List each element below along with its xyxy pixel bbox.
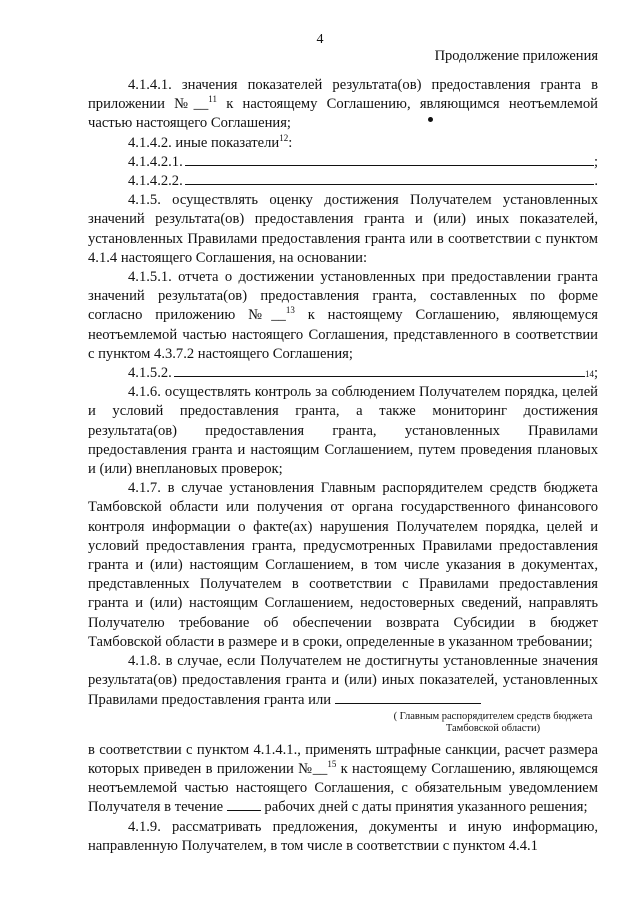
clause-text: к настоящему Соглашению, являющемуся неотъемлемой частью настоящего Соглашения, представленного в соответствии с пунктом 4.3.7.2 настоящего Соглашения; — [88, 307, 599, 362]
clause-4-1-4-2-1 — [88, 153, 598, 172]
clause-label: 4.1.5.2. — [128, 365, 172, 382]
fill-in-line — [174, 364, 585, 377]
clause-text: 4.1.4.1. значения показателей результата(ов) предоставления гранта в приложении №__ — [88, 77, 598, 113]
clause-text: к настоящему Соглашению, являющимся неотъемлемой частью настоящего Соглашения; — [88, 96, 598, 132]
clause-4-1-8-continued — [88, 741, 598, 818]
appendix-header: Продолжение приложения — [434, 48, 598, 64]
fill-in-line — [335, 691, 481, 704]
clause-text: в соответствии с пунктом 4.1.4.1., применять штрафные санкции, расчет размера которых приведен в приложении №__ — [88, 741, 598, 777]
fill-in-line — [185, 172, 595, 185]
clause-text: к настоящему Соглашению, являющемся неотъемлемой частью настоящего Соглашения, с обязательным уведомлением Получателя в течение — [88, 760, 598, 816]
clause-4-1-9: 4.1.9. рассматривать предложения, документы и иную информацию, направленную Получателем, в том числе в соответствии с пунктом 4.4.1 — [88, 818, 598, 854]
clause-label: 4.1.4.2.1. — [128, 153, 183, 170]
fill-in-line — [227, 798, 261, 811]
clause-text: 4.1.4.2. иные показатели — [128, 134, 280, 151]
clause-4-1-7: 4.1.7. в случае установления Главным распорядителем средств бюджета Тамбовской области или получения от органа государственного финансового контроля информации о факте(ах) нарушения Получателем порядка, целей и условий предоставления гранта, предусмотренных Правилами предоставления гранта и (или) настоящим Соглашением, в том числе указания в документах, представленных Получателем в соответствии с Правилами предоставления гранта и (или) настоящим Соглашением, недостоверных сведений, направлять Получателю требование об обеспечении возврата Субсидии в бюджет Тамбовской области в размере и в сроки, определенные в указанном требовании; — [88, 480, 598, 650]
document-body — [88, 76, 598, 856]
clause-label: 4.1.4.2.2. — [128, 173, 183, 190]
clause-text: 4.1.8. в случае, если Получателем не достигнуты установленные значения результата(ов) предоставления гранта и (или) иных показателей, установленных Правилами предоставления гранта или — [88, 653, 598, 708]
clause-text: рабочих дней с даты принятия указанного решения; — [260, 799, 588, 816]
clause-text: : — [288, 134, 293, 151]
clause-4-1-5-2: 4.1.5.2. 14 ; — [88, 364, 598, 383]
clause-4-1-8 — [88, 652, 598, 710]
footnote-ref: 12 — [279, 132, 289, 143]
footnote-ref: 13 — [285, 305, 295, 316]
footnote-ref: 11 — [208, 94, 217, 105]
clause-end: . — [594, 173, 598, 190]
clause-text: 4.1.5.1. отчета о достижении установленных при предоставлении гранта значений результата(ов) предоставления гранта, составленных по форме согласно приложению №__ — [88, 269, 598, 324]
clause-4-1-4-2-2 — [88, 172, 598, 191]
fill-in-line — [185, 153, 594, 166]
clause-end: ; — [593, 365, 598, 382]
clause-4-1-4-1 — [88, 76, 598, 134]
clause-4-1-6: 4.1.6. осуществлять контроль за соблюдением Получателем порядка, целей и условий предоставления гранта, а также мониторинг достижения результата(ов) предоставления гранта, установленных Правилами предоставления гранта и настоящим Соглашением, путем проведения плановых и (или) внеплановых проверок; — [88, 384, 598, 478]
clause-end: ; — [593, 153, 598, 170]
clause-4-1-5-1 — [88, 268, 598, 364]
clause-4-1-5: 4.1.5. осуществлять оценку достижения Получателем установленных значений результата(ов) предоставления гранта и (или) иных показателей, установленных Правилами предоставления гранта или в соответствии с пунктом 4.1.4 настоящего Соглашения, на основании: — [88, 192, 598, 266]
page-number: 4 — [316, 32, 324, 47]
field-caption: ( Главным распорядителем средств бюджета Тамбовской области) — [393, 710, 593, 734]
clause-4-1-4-2 — [88, 134, 598, 153]
footnote-ref: 15 — [327, 759, 337, 770]
